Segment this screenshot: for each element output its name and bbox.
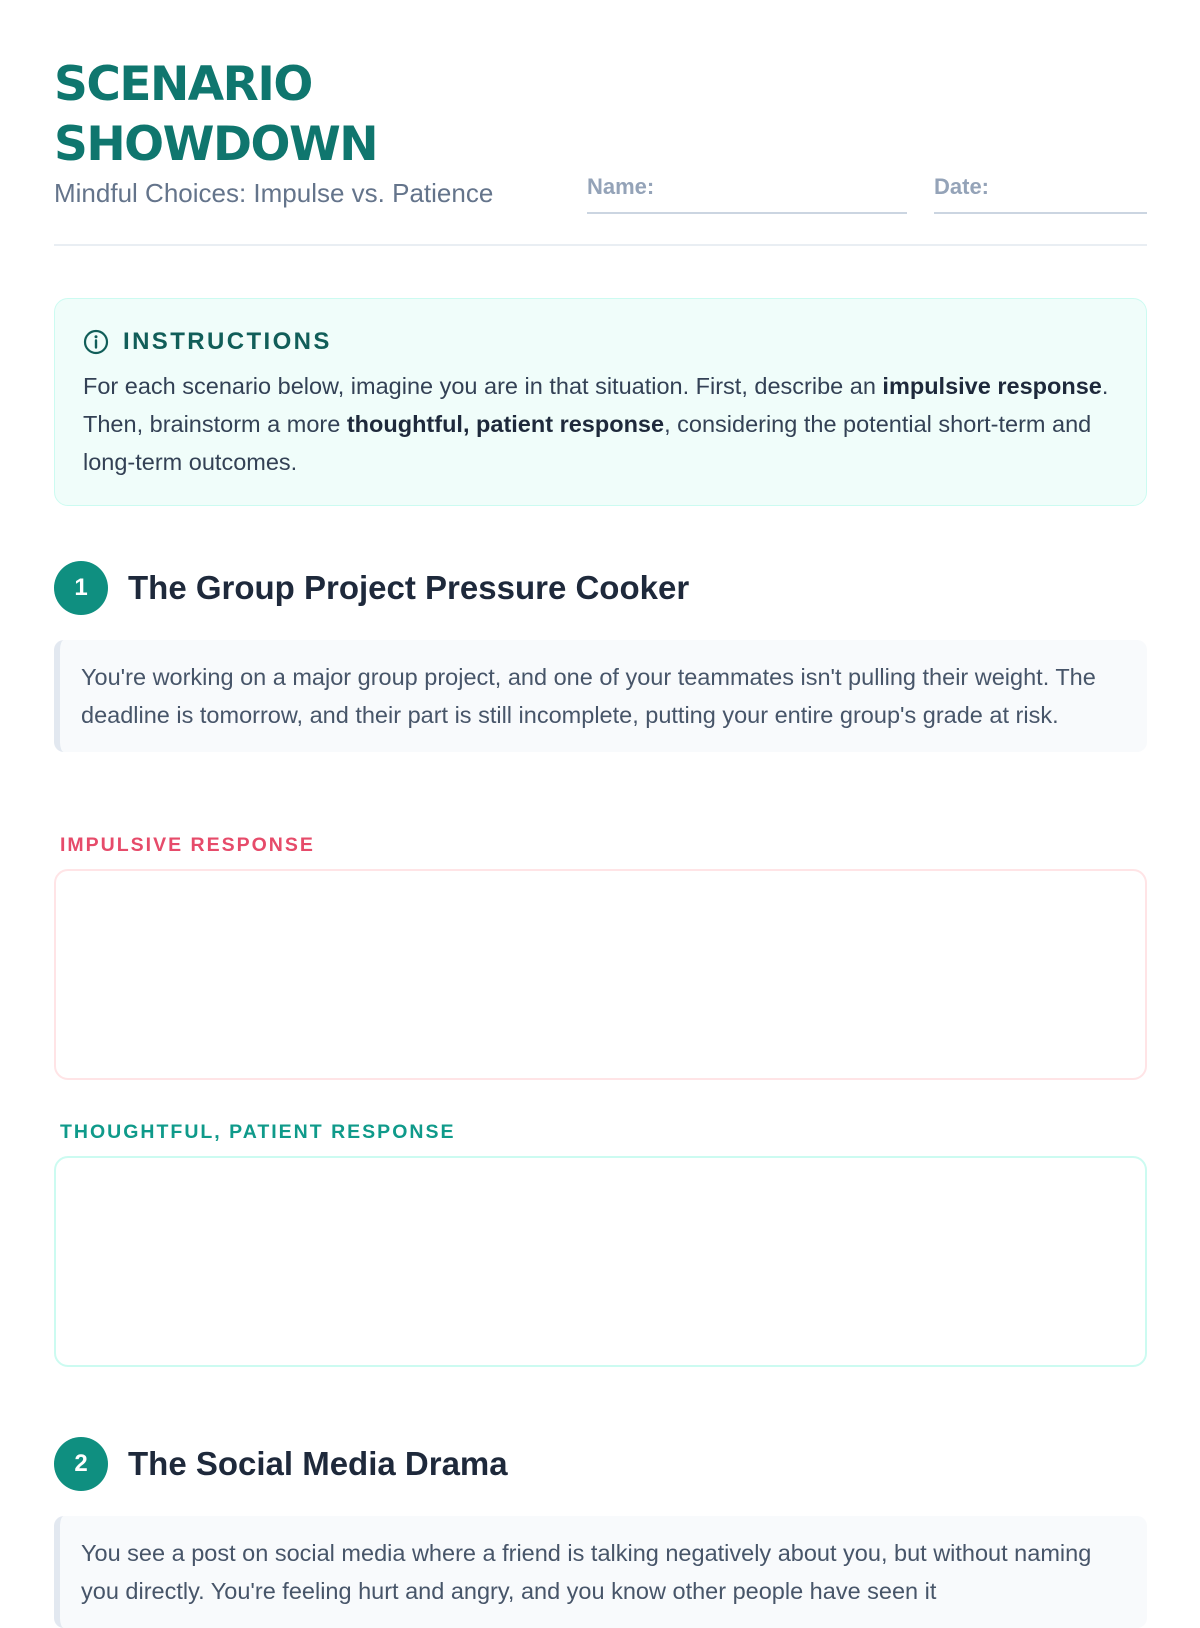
instructions-emphasis-impulsive: impulsive response <box>882 373 1102 399</box>
name-label: Name: <box>587 174 655 199</box>
info-icon <box>83 329 109 355</box>
instructions-emphasis-patient: thoughtful, patient response <box>346 411 665 437</box>
scenario-heading <box>54 561 689 615</box>
scenario-number-badge: 2 <box>54 1437 108 1491</box>
scenario-description: You're working on a major group project, and one of your teammates isn't pulling their weight. The deadline is tomorrow, and their part is still incomplete, putting your entire group's grade at risk. <box>54 640 1147 752</box>
name-field[interactable] <box>587 174 907 214</box>
instructions-title: INSTRUCTIONS <box>123 328 332 355</box>
impulsive-response-box[interactable] <box>54 869 1147 1080</box>
scenario-title: The Social Media Drama <box>128 1445 508 1482</box>
thoughtful-response-box[interactable] <box>54 1156 1147 1367</box>
worksheet-page <box>54 0 1147 1604</box>
instructions-text-part: . Then, brainstorm a more <box>83 373 1109 437</box>
instructions-text <box>83 367 1118 481</box>
thoughtful-response-label: THOUGHTFUL, PATIENT RESPONSE <box>60 1121 456 1143</box>
scenario-description: You see a post on social media where a friend is talking negatively about you, but without naming you directly. You're feeling hurt and angry, and you know other people have seen it <box>54 1516 1147 1628</box>
instructions-panel <box>54 298 1147 506</box>
date-label: Date: <box>934 174 990 199</box>
page-title: SCENARIO SHOWDOWN <box>54 57 378 172</box>
instructions-text-part: For each scenario below, imagine you are in that situation. First, describe an <box>83 373 883 399</box>
worksheet-header <box>54 0 1147 246</box>
instructions-text-part: , considering the potential short-term and long-term outcomes. <box>83 411 1092 475</box>
scenario-heading <box>54 1437 508 1491</box>
scenario-title: The Group Project Pressure Cooker <box>128 569 690 606</box>
scenario-number-badge: 1 <box>54 561 108 615</box>
date-field[interactable] <box>934 174 1147 214</box>
impulsive-response-label: IMPULSIVE RESPONSE <box>60 834 315 856</box>
instructions-heading <box>83 327 1118 357</box>
page-subtitle: Mindful Choices: Impulse vs. Patience <box>54 178 494 208</box>
